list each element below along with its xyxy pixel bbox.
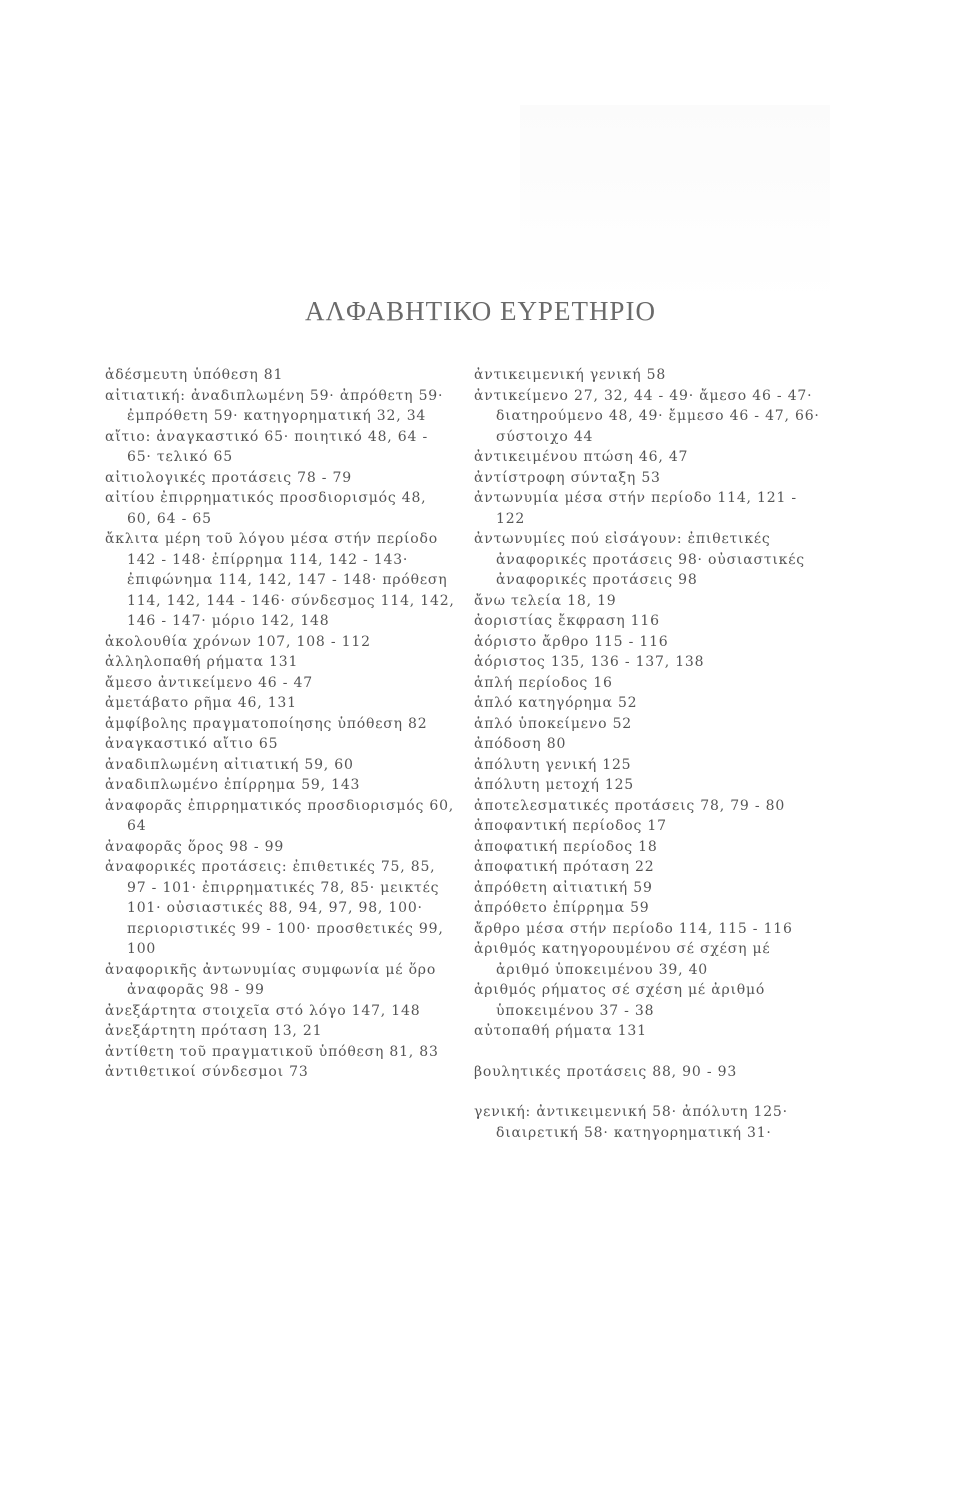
index-entry: ἄρθρο μέσα στήν περίοδο 114, 115 - 116 <box>474 920 793 937</box>
index-entry: ἀντικειμενική γενική 58 <box>474 367 667 383</box>
index-entry: ἀντωνυμίες πού εἰσάγουν: ἐπιθετικές ἀναφορικές προτάσεις 98· οὐσιαστικές ἀναφορικές προτάσεις 98 <box>474 531 805 588</box>
index-entry: ἀοριστίας ἔκφραση 116 <box>474 613 660 629</box>
index-entry: ἀντίθετη τοῦ πραγματικοῦ ὑπόθεση 81, 83 <box>105 1043 439 1060</box>
index-entry: ἀποφατική πρόταση 22 <box>474 859 655 875</box>
index-entry: ἀπρόθετη αἰτιατική 59 <box>474 879 653 896</box>
index-entry: ἀόριστο ἄρθρο 115 - 116 <box>474 633 669 650</box>
index-column-right <box>474 365 824 1143</box>
index-entry: ἀντικειμένου πτώση 46, 47 <box>474 449 689 465</box>
index-entry: αἰτίου ἐπιρρηματικός προσδιορισμός 48, 60, 64 - 65 <box>105 490 427 527</box>
index-entry: ἀπρόθετο ἐπίρρημα 59 <box>474 900 650 916</box>
index-entry: ἀμφίβολης πραγματοποίησης ὑπόθεση 82 <box>105 715 428 732</box>
index-entry: ἀντίστροφη σύνταξη 53 <box>474 469 661 486</box>
index-entry: γενική: ἀντικειμενική 58· ἀπόλυτη 125· διαιρετική 58· κατηγορηματική 31· <box>474 1104 788 1141</box>
index-entry: αὐτοπαθή ρήματα 131 <box>474 1023 647 1039</box>
index-entry: ἀπόδοση 80 <box>474 736 567 752</box>
index-entry: ἀπόλυτη γενική 125 <box>474 756 632 773</box>
index-entry: ἄκλιτα μέρη τοῦ λόγου μέσα στήν περίοδο 142 - 148· ἐπίρρημα 114, 142 - 143· ἐπιφώνημα 114, 142, 147 - 148· πρόθεση 114, 142, 144 - 146· σύνδεσμος 114, 142, 146 - 147· μόριο 142, 148 <box>105 531 455 629</box>
index-entry: ἁπλό ὑποκείμενο 52 <box>474 715 632 732</box>
index-entry: ἀντικείμενο 27, 32, 44 - 49· ἄμεσο 46 - 47· διατηρούμενο 48, 49· ἔμμεσο 46 - 47, 66· σύστοιχο 44 <box>474 387 820 445</box>
index-entry: ἀναφορᾶς ὅρος 98 - 99 <box>105 838 285 855</box>
index-entry: ἀμετάβατο ρῆμα 46, 131 <box>105 695 297 711</box>
index-entry: ἀναγκαστικό αἴτιο 65 <box>105 736 279 752</box>
index-entry: ἁπλή περίοδος 16 <box>474 674 613 691</box>
index-entry: βουλητικές προτάσεις 88, 90 - 93 <box>474 1063 738 1080</box>
index-entry: ἀριθμός ρήματος σέ σχέση μέ ἀριθμό ὑποκειμένου 37 - 38 <box>474 982 766 1019</box>
page-title: ΑΛΦΑΒΗΤΙΚΟ ΕΥΡΕΤΗΡΙΟ <box>305 296 656 326</box>
index-entry: ἀπόλυτη μετοχή 125 <box>474 777 635 793</box>
bleed-through-shadow <box>520 105 830 305</box>
index-entry: ἀποτελεσματικές προτάσεις 78, 79 - 80 <box>474 797 786 814</box>
index-entry: ἀνεξάρτητη πρόταση 13, 21 <box>105 1023 323 1039</box>
index-entry: ἀριθμός κατηγορουμένου σέ σχέση μέ ἀριθμό ὑποκειμένου 39, 40 <box>474 941 771 978</box>
index-entry: ἀναφορικές προτάσεις: ἐπιθετικές 75, 85, 97 - 101· ἐπιρρηματικές 78, 85· μεικτές 101· οὐσιαστικές 88, 94, 97, 98, 100· περιοριστικές 99 - 100· προσθετικές 99, 100 <box>105 859 444 957</box>
index-entry: ἀναφορικῆς ἀντωνυμίας συμφωνία μέ ὅρο ἀναφορᾶς 98 - 99 <box>105 961 437 998</box>
index-entry: ἀδέσμευτη ὑπόθεση 81 <box>105 367 284 383</box>
index-entry: ἀντιθετικοί σύνδεσμοι 73 <box>105 1064 309 1080</box>
index-entry: αἴτιο: ἀναγκαστικό 65· ποιητικό 48, 64 - 65· τελικό 65 <box>105 428 428 465</box>
index-entry: ἀποφατική περίοδος 18 <box>474 838 658 855</box>
index-entry: ἁπλό κατηγόρημα 52 <box>474 695 638 711</box>
index-entry: αἰτιατική: ἀναδιπλωμένη 59· ἀπρόθετη 59· ἐμπρόθετη 59· κατηγορηματική 32, 34 <box>105 387 444 424</box>
index-entry: ἀναδιπλωμένη αἰτιατική 59, 60 <box>105 756 354 773</box>
index-entry: ἀλληλοπαθή ρήματα 131 <box>105 654 299 670</box>
index-entry: ἄμεσο ἀντικείμενο 46 - 47 <box>105 674 313 691</box>
index-entry: ἄνω τελεία 18, 19 <box>474 592 617 609</box>
index-column-left <box>105 365 455 1083</box>
index-entry: ἀκολουθία χρόνων 107, 108 - 112 <box>105 633 371 650</box>
index-entry: ἀόριστος 135, 136 - 137, 138 <box>474 654 705 670</box>
index-entry: αἰτιολογικές προτάσεις 78 - 79 <box>105 469 352 486</box>
index-entry: ἀντωνυμία μέσα στήν περίοδο 114, 121 - 122 <box>474 490 797 527</box>
index-entry: ἀποφαντική περίοδος 17 <box>474 818 667 834</box>
index-entry: ἀνεξάρτητα στοιχεῖα στό λόγο 147, 148 <box>105 1002 421 1019</box>
index-entry: ἀναφορᾶς ἐπιρρηματικός προσδιορισμός 60, 64 <box>105 797 455 834</box>
index-entry: ἀναδιπλωμένο ἐπίρρημα 59, 143 <box>105 777 361 793</box>
